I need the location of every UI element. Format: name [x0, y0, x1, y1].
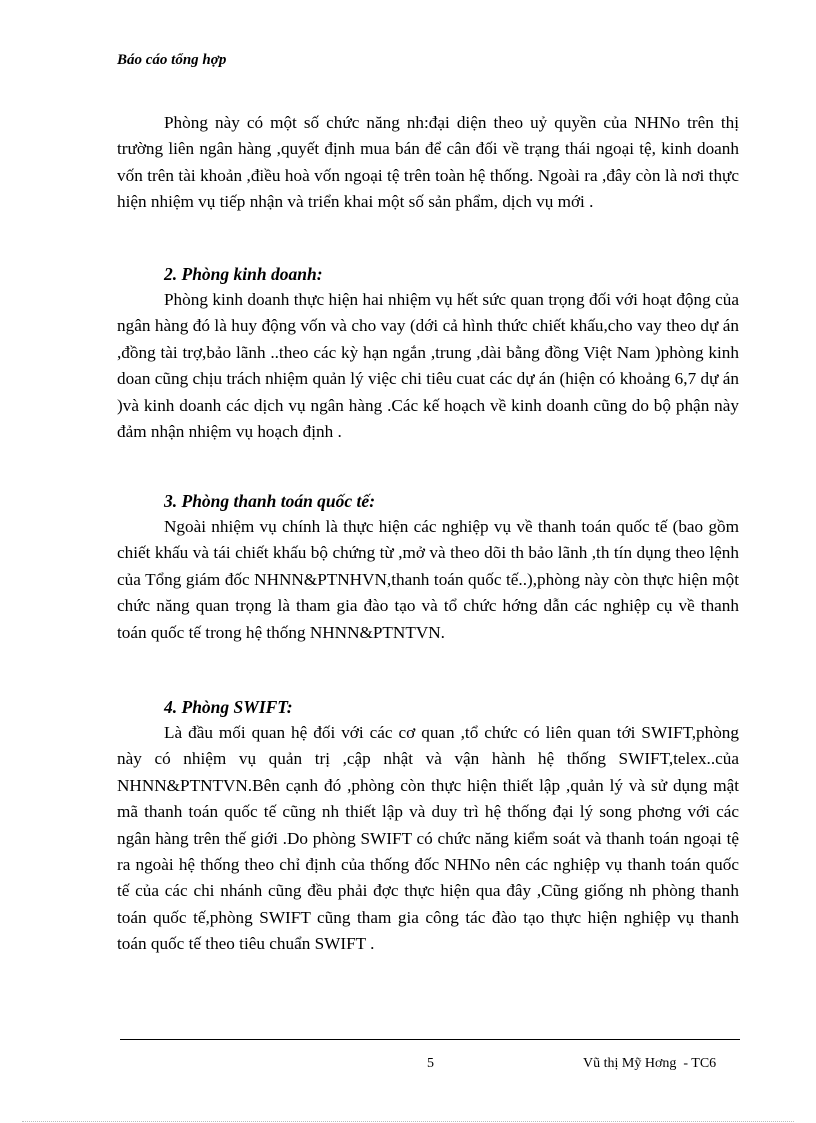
page-number: 5 [427, 1056, 434, 1071]
section-heading-thanh-toan: 3. Phòng thanh toán quốc tế: [164, 491, 376, 511]
footer-rule [120, 1039, 740, 1040]
section-heading-kinh-doanh: 2. Phòng kinh doanh: [164, 264, 323, 284]
document-header-title: Báo cáo tổng hợp [117, 52, 227, 68]
intro-section [117, 110, 739, 216]
section-heading-swift: 4. Phòng SWIFT: [164, 697, 293, 717]
section-paragraph-kinh-doanh: Phòng kinh doanh thực hiện hai nhiệm vụ hết sức quan trọng đối với hoạt động của ngân hàng đó là huy động vốn và cho vay (dới cả hình thức chiết khấu,cho vay theo dự án ,đồng tài trợ,bảo lãnh ..theo các kỳ hạn ngắn ,trung ,dài bằng đồng Việt Nam )phòng kinh doan cũng chịu trách nhiệm quản lý việc chi tiêu cuat các dự án (hiện có khoảng 6,7 dự án )và kinh doanh các dịch vụ ngân hàng .Các kế hoạch về kinh doanh cũng do bộ phận này đảm nhận nhiệm vụ hoạch định . [117, 290, 739, 442]
section-paragraph-thanh-toan: Ngoài nhiệm vụ chính là thực hiện các nghiệp vụ về thanh toán quốc tế (bao gồm chiết khấu và tái chiết khấu bộ chứng từ ,mở và theo dõi th bảo lãnh ,th tín dụng theo lệnh của Tổng giám đốc NHNN&PTNHVN,thanh toán quốc tế..),phòng này còn thực hiện một chức năng quan trọng là tham gia đào tạo và tổ chức hớng dẫn các nghiệp cụ về thanh toán quốc tế trong hệ thống NHNN&PTNTVN. [117, 517, 739, 642]
page-bottom-border [22, 1121, 794, 1122]
section-swift [117, 720, 739, 958]
footer-author: Vũ thị Mỹ Hơng - TC6 [583, 1056, 717, 1071]
intro-paragraph: Phòng này có một số chức năng nh:đại diện theo uỷ quyền của NHNo trên thị trường liên ngân hàng ,quyết định mua bán để cân đối về trạng thái ngoại tệ, kinh doanh vốn trên tài khoản ,điều hoà vốn ngoại tệ trên toàn hệ thống. Ngoài ra ,đây còn là nơi thực hiện nhiệm vụ tiếp nhận và triển khai một số sản phẩm, dịch vụ mới . [117, 113, 739, 212]
section-kinh-doanh [117, 287, 739, 445]
section-thanh-toan [117, 514, 739, 646]
section-paragraph-swift: Là đầu mối quan hệ đối với các cơ quan ,tổ chức có liên quan tới SWIFT,phòng này có nhiệm vụ quản trị ,cập nhật và vận hành hệ thống SWIFT,telex..của NHNN&PTNTVN.Bên cạnh đó ,phòng còn thực hiện thiết lập ,quản lý và sử dụng mật mã thanh toán quốc tế cũng nh thiết lập và duy trì hệ thống đại lý song phơng với các ngân hàng trên thế giới .Do phòng SWIFT có chức năng kiểm soát và thanh toán ngoại tệ ra ngoài hệ thống theo chỉ định của thống đốc NHNo nên các nghiệp vụ thanh toán quốc tế của các chi nhánh cũng đều phải đợc thực hiện qua đây ,Cũng giống nh phòng thanh toán quốc tế,phòng SWIFT cũng tham gia công tác đào tạo thực hiện nghiệp vụ thanh toán quốc tế theo tiêu chuẩn SWIFT . [117, 723, 739, 954]
